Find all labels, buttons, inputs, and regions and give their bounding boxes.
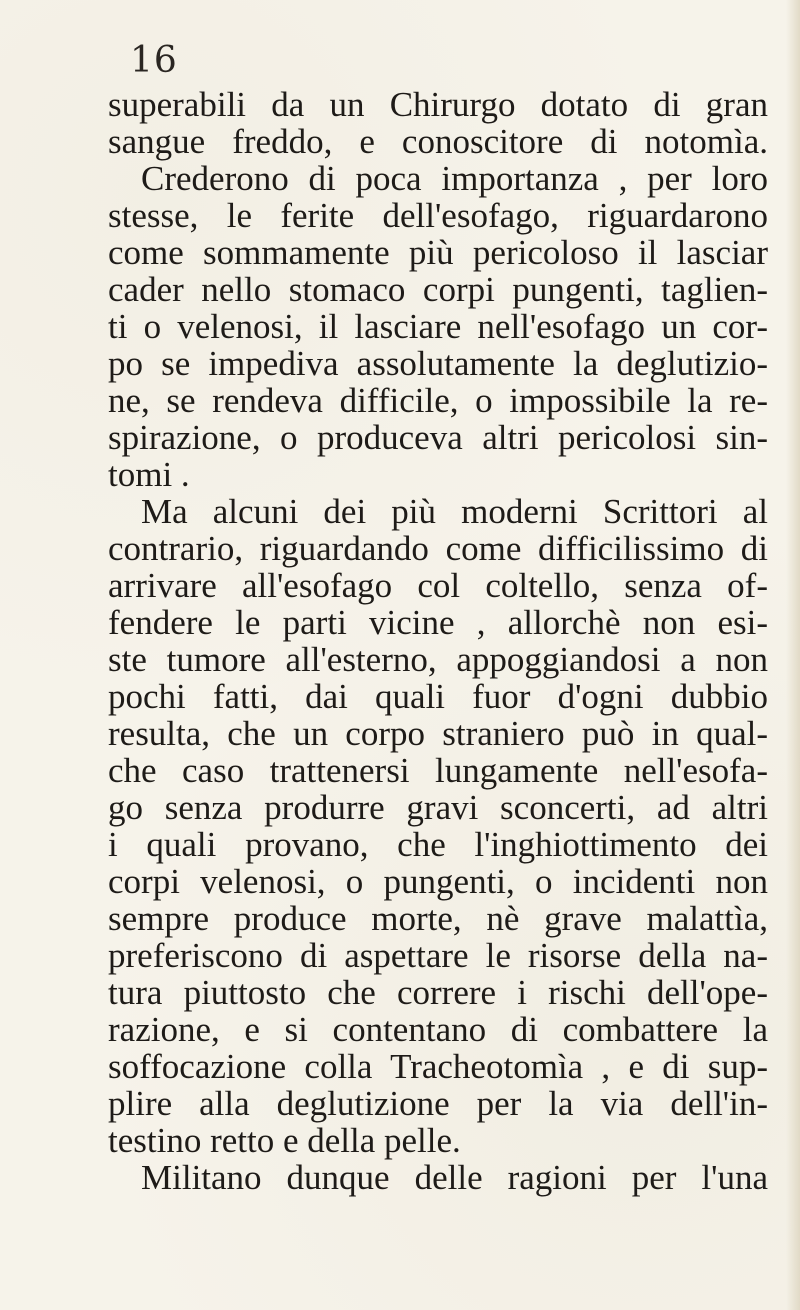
text-line-18: resulta, che un corpo straniero può in qual-: [108, 714, 768, 753]
page-edge-shadow: [786, 0, 800, 1310]
text-line-1: superabili da un Chirurgo dotato di gran: [108, 85, 768, 124]
text-line-4: stesse, le ferite dell'esofago, riguardarono: [108, 196, 768, 235]
text-line-7: ti o velenosi, il lasciare nell'esofago un cor-: [108, 307, 768, 346]
text-line-2: sangue freddo, e conoscitore di notomìa.: [108, 122, 768, 161]
text-line-26: razione, e si contentano di combattere la: [108, 1010, 768, 1049]
text-line-28: plire alla deglutizione per la via dell'in-: [108, 1084, 768, 1123]
text-line-5: come sommamente più pericoloso il lasciar: [108, 233, 768, 272]
text-line-15: fendere le parti vicine , allorchè non esi-: [108, 603, 768, 642]
text-line-29: testino retto e della pelle.: [108, 1121, 461, 1160]
text-line-30: Militano dunque delle ragioni per l'una: [141, 1158, 768, 1197]
text-line-21: i quali provano, che l'inghiottimento dei: [108, 825, 768, 864]
body-text: [108, 86, 768, 1196]
text-line-17: pochi fatti, dai quali fuor d'ogni dubbio: [108, 677, 768, 716]
text-line-23: sempre produce morte, nè grave malattìa,: [108, 899, 768, 938]
text-line-20: go senza produrre gravi sconcerti, ad altri: [108, 788, 768, 827]
text-line-24: preferiscono di aspettare le risorse della na-: [108, 936, 768, 975]
page-number: 16: [130, 40, 178, 81]
text-line-25: tura piuttosto che correre i rischi dell'ope-: [108, 973, 768, 1012]
text-line-6: cader nello stomaco corpi pungenti, taglien-: [108, 270, 768, 309]
text-line-10: spirazione, o produceva altri pericolosi sin-: [108, 418, 768, 457]
text-line-19: che caso trattenersi lungamente nell'esofa-: [108, 751, 768, 790]
text-line-13: contrario, riguardando come difficilissimo di: [108, 529, 768, 568]
text-line-11: tomi .: [108, 455, 190, 494]
text-line-22: corpi velenosi, o pungenti, o incidenti non: [108, 862, 768, 901]
text-line-9: ne, se rendeva difficile, o impossibile la re-: [108, 381, 768, 420]
text-line-3: Crederono di poca importanza , per loro: [141, 159, 768, 198]
text-line-14: arrivare all'esofago col coltello, senza of-: [108, 566, 768, 605]
text-line-16: ste tumore all'esterno, appoggiandosi a non: [108, 640, 768, 679]
text-line-12: Ma alcuni dei più moderni Scrittori al: [141, 492, 768, 531]
text-line-8: po se impediva assolutamente la deglutizio-: [108, 344, 768, 383]
text-line-27: soffocazione colla Tracheotomìa , e di sup-: [108, 1047, 768, 1086]
